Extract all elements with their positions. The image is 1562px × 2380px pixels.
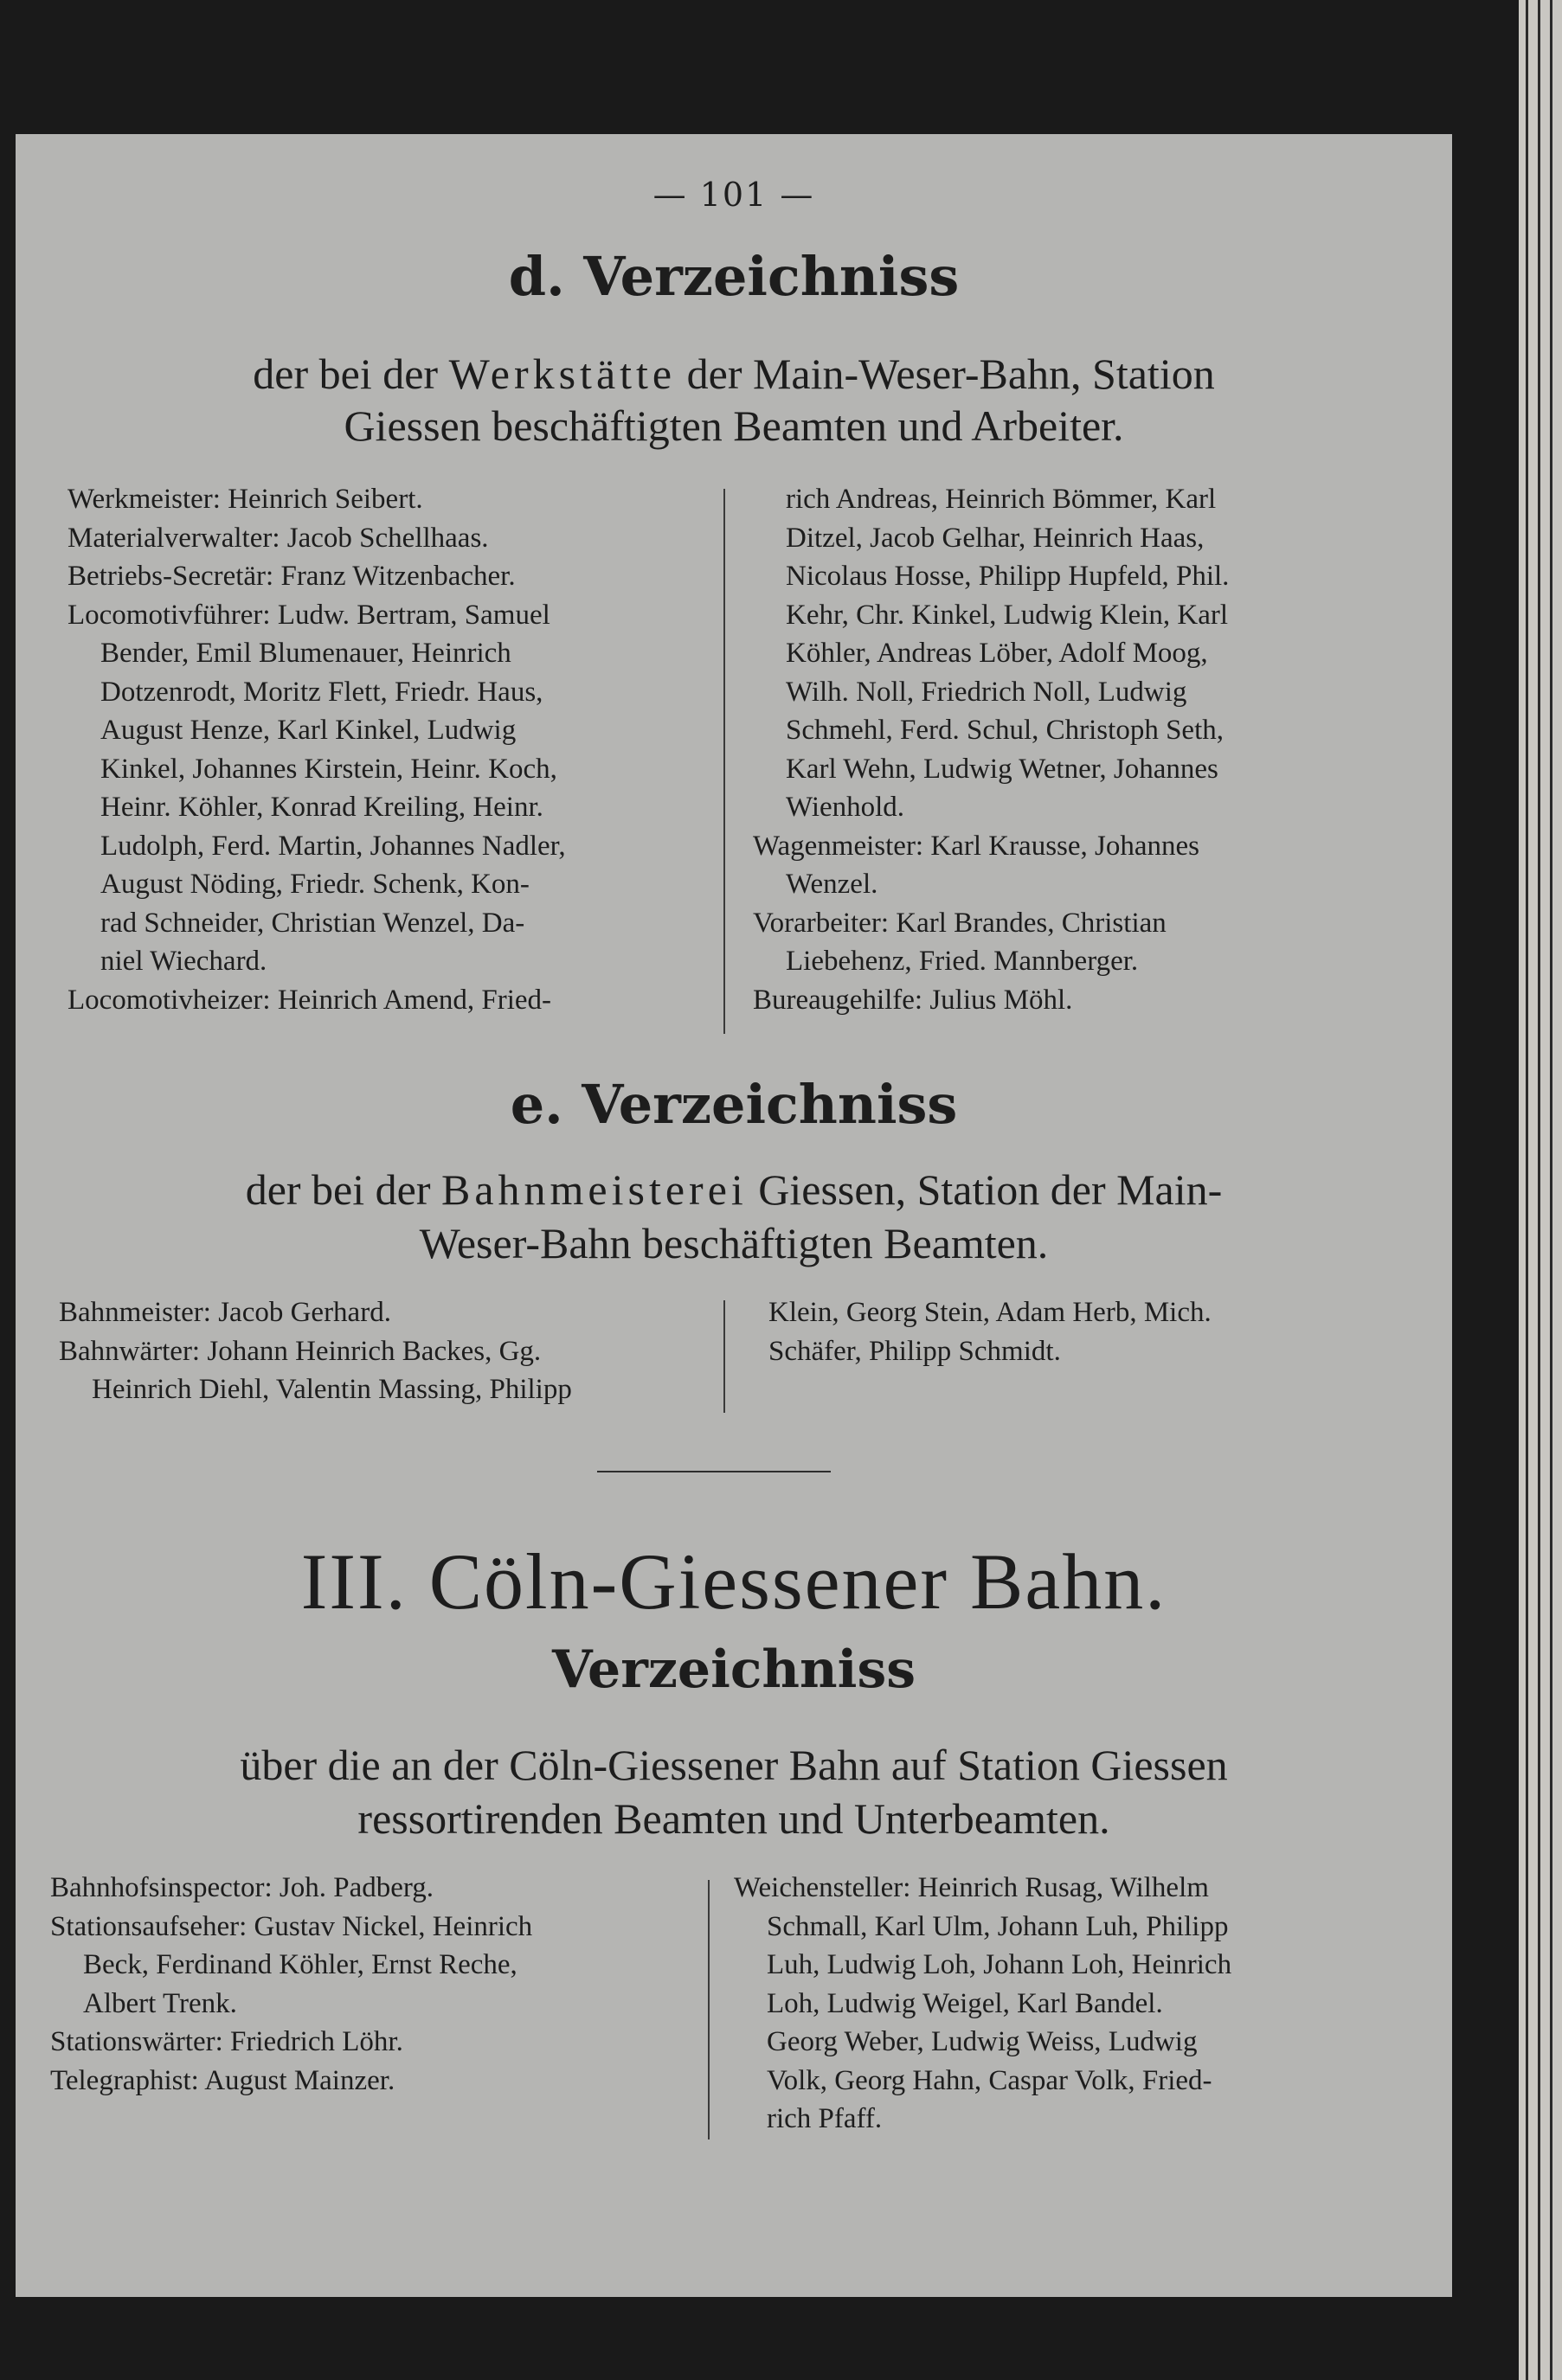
text-line: Weichensteller: Heinrich Rusag, Wilhelm: [734, 1872, 1209, 1903]
section-iii-title: Verzeichniss: [552, 1639, 916, 1700]
section-d-subtitle-line2: Giessen beschäftigten Beamten und Arbeiter.: [344, 401, 1124, 450]
section-d-subtitle-prefix: der bei der: [253, 350, 449, 398]
book-edge: [1519, 0, 1562, 2380]
section-d-right-column: [753, 480, 1393, 1019]
text-line: Bureaugehilfe: Julius Möhl.: [753, 984, 1073, 1016]
section-e-subtitle-line2: Weser-Bahn beschäftigten Beamten.: [419, 1219, 1049, 1267]
column-divider: [723, 1300, 725, 1413]
text-line: Albert Trenk.: [83, 1987, 237, 2019]
page-number: — 101 —: [652, 176, 815, 214]
text-line: rich Pfaff.: [767, 2103, 883, 2134]
text-line: Liebehenz, Fried. Mannberger.: [786, 946, 1139, 977]
text-line: Telegraphist: August Mainzer.: [50, 2064, 395, 2096]
text-line: Stationswärter: Friedrich Löhr.: [50, 2026, 403, 2057]
text-line: Wenzel.: [786, 869, 878, 900]
section-iii-subtitle-line2: ressortirenden Beamten und Unterbeamten.: [357, 1794, 1110, 1843]
text-line: Ludolph, Ferd. Martin, Johannes Nadler,: [100, 830, 566, 862]
section-separator: [597, 1471, 831, 1472]
section-d-subtitle-line1: [50, 348, 1417, 400]
section-d-subtitle-suffix: der Main-Weser-Bahn, Station: [676, 350, 1215, 398]
text-line: Beck, Ferdinand Köhler, Ernst Reche,: [83, 1949, 517, 1980]
text-line: Locomotivheizer: Heinrich Amend, Fried-: [67, 984, 552, 1016]
text-line: Karl Wehn, Ludwig Wetner, Johannes: [786, 753, 1218, 785]
section-e-right-column: [768, 1293, 1409, 1370]
column-divider: [723, 489, 725, 1034]
section-iii-subtitle-line1: über die an der Cöln-Giessener Bahn auf Station Giessen: [240, 1741, 1228, 1789]
text-line: Ditzel, Jacob Gelhar, Heinrich Haas,: [786, 522, 1205, 554]
page-edge-line: [1526, 0, 1528, 2380]
text-line: Volk, Georg Hahn, Caspar Volk, Fried-: [767, 2064, 1212, 2096]
section-iii-heading: III. Cöln-Giessener Bahn.: [300, 1537, 1167, 1626]
section-d-left-column: [67, 480, 708, 1019]
section-e-subtitle-line1: [50, 1164, 1417, 1216]
page-edge-line: [1538, 0, 1540, 2380]
text-line: Kinkel, Johannes Kirstein, Heinr. Koch,: [100, 753, 557, 785]
page-edge-line: [1550, 0, 1552, 2380]
text-line: Wienhold.: [786, 792, 905, 823]
text-line: Klein, Georg Stein, Adam Herb, Mich.: [768, 1297, 1212, 1328]
text-line: Vorarbeiter: Karl Brandes, Christian: [753, 907, 1167, 939]
text-line: Bahnhofsinspector: Joh. Padberg.: [50, 1872, 434, 1903]
text-line: Kehr, Chr. Kinkel, Ludwig Klein, Karl: [786, 599, 1229, 631]
section-e-subtitle-suffix: Giessen, Station der Main-: [747, 1165, 1223, 1214]
text-line: Betriebs-Secretär: Franz Witzenbacher.: [67, 561, 516, 592]
section-d-subtitle-spaced: Werkstätte: [448, 350, 677, 398]
text-line: Loh, Ludwig Weigel, Karl Bandel.: [767, 1987, 1163, 2019]
column-divider: [708, 1880, 710, 2139]
text-line: Schmehl, Ferd. Schul, Christoph Seth,: [786, 715, 1224, 746]
section-e-left-column: [59, 1293, 717, 1409]
text-line: niel Wiechard.: [100, 946, 267, 977]
text-line: rad Schneider, Christian Wenzel, Da-: [100, 907, 525, 939]
text-line: Stationsaufseher: Gustav Nickel, Heinrich: [50, 1910, 533, 1942]
text-line: Bender, Emil Blumenauer, Heinrich: [100, 638, 511, 669]
text-line: Materialverwalter: Jacob Schellhaas.: [67, 522, 489, 554]
text-line: Wilh. Noll, Friedrich Noll, Ludwig: [786, 676, 1187, 708]
text-line: Werkmeister: Heinrich Seibert.: [67, 484, 423, 515]
text-line: August Henze, Karl Kinkel, Ludwig: [100, 715, 517, 746]
text-line: Georg Weber, Ludwig Weiss, Ludwig: [767, 2026, 1198, 2057]
text-line: Nicolaus Hosse, Philipp Hupfeld, Phil.: [786, 561, 1230, 592]
section-e-subtitle-spaced: Bahnmeisterei: [440, 1165, 748, 1214]
section-iii-right-column: [734, 1869, 1392, 2139]
text-line: Heinr. Köhler, Konrad Kreiling, Heinr.: [100, 792, 543, 823]
text-line: Schmall, Karl Ulm, Johann Luh, Philipp: [767, 1910, 1229, 1942]
text-line: Bahnmeister: Jacob Gerhard.: [59, 1297, 391, 1328]
text-line: Schäfer, Philipp Schmidt.: [768, 1335, 1061, 1367]
book-page: [16, 134, 1452, 2297]
text-line: Locomotivführer: Ludw. Bertram, Samuel: [67, 599, 550, 631]
text-line: Luh, Ludwig Loh, Johann Loh, Heinrich: [767, 1949, 1232, 1980]
text-line: Wagenmeister: Karl Krausse, Johannes: [753, 830, 1200, 862]
text-line: Heinrich Diehl, Valentin Massing, Philipp: [92, 1374, 572, 1405]
section-d-title: d. Verzeichniss: [508, 245, 960, 308]
section-e-subtitle-prefix: der bei der: [245, 1165, 441, 1214]
text-line: rich Andreas, Heinrich Bömmer, Karl: [786, 484, 1217, 515]
text-line: Bahnwärter: Johann Heinrich Backes, Gg.: [59, 1335, 542, 1367]
text-line: August Nöding, Friedr. Schenk, Kon-: [100, 869, 530, 900]
text-line: Dotzenrodt, Moritz Flett, Friedr. Haus,: [100, 676, 543, 708]
section-iii-left-column: [50, 1869, 708, 2100]
text-line: Köhler, Andreas Löber, Adolf Moog,: [786, 638, 1208, 669]
section-e-title: e. Verzeichniss: [510, 1073, 958, 1136]
